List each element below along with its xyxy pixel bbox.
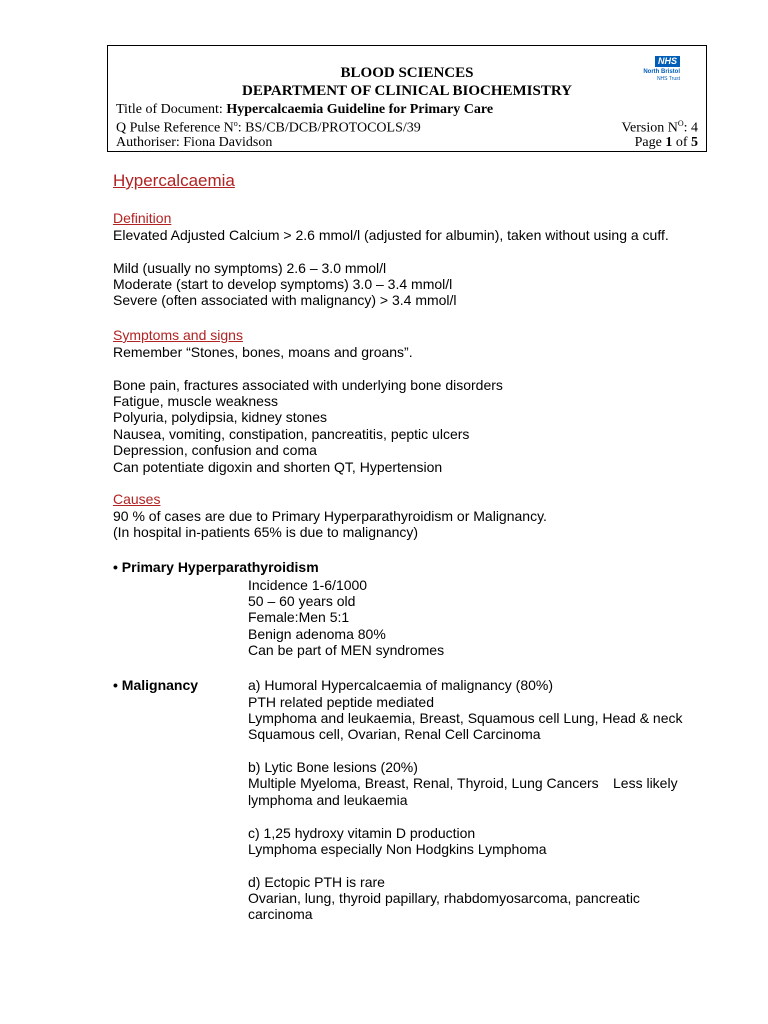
- malignancy-b-title: b) Lytic Bone lesions (20%): [248, 759, 418, 775]
- malignancy-b-line: lymphoma and leukaemia: [248, 792, 408, 808]
- php-item: Benign adenoma 80%: [248, 626, 386, 642]
- header-title-label: Title of Document:: [116, 102, 227, 117]
- malignancy-c-line: Lymphoma especially Non Hodgkins Lymphoma: [248, 841, 547, 857]
- page-label: Page: [634, 135, 666, 150]
- header-reference-row: [116, 119, 698, 137]
- header-page-number: [635, 135, 698, 151]
- causes-heading: Causes: [113, 491, 161, 507]
- symptom-item: Polyuria, polydipsia, kidney stones: [113, 409, 328, 425]
- header-department-group: BLOOD SCIENCES: [340, 65, 474, 81]
- header-title: [116, 102, 493, 118]
- malignancy-d-title: d) Ectopic PTH is rare: [248, 874, 385, 890]
- nhs-logo-badge: NHS: [655, 56, 680, 67]
- symptom-item: Bone pain, fractures associated with underlying bone disorders: [113, 377, 503, 393]
- page-total: 5: [691, 135, 698, 150]
- symptom-item: Can potentiate digoxin and shorten QT, Hypertension: [113, 459, 443, 475]
- version-sup: O: [677, 119, 684, 128]
- header-author-row: [116, 135, 698, 151]
- malignancy-a-line: Squamous cell, Ovarian, Renal Cell Carcinoma: [248, 726, 541, 742]
- nhs-logo-line2: NHS Trust: [656, 76, 680, 82]
- severity-moderate: Moderate (start to develop symptoms) 3.0 – 3.4 mmol/l: [113, 276, 453, 292]
- symptom-item: Nausea, vomiting, constipation, pancreatitis, peptic ulcers: [113, 426, 470, 442]
- header-title-value: Hypercalcaemia Guideline for Primary Care: [226, 102, 494, 117]
- php-item: Female:Men 5:1: [248, 609, 350, 625]
- symptoms-heading: Symptoms and signs: [113, 327, 243, 343]
- malignancy-a-line: PTH related peptide mediated: [248, 694, 434, 710]
- malignancy-b-line: Multiple Myeloma, Breast, Renal, Thyroid, Lung Cancers: [248, 775, 599, 791]
- malignancy-d-line: carcinoma: [248, 906, 313, 922]
- php-item: Can be part of MEN syndromes: [248, 642, 445, 658]
- symptom-item: Fatigue, muscle weakness: [113, 393, 278, 409]
- header-authoriser: Authoriser: Fiona Davidson: [116, 135, 273, 150]
- version-label: Version N: [621, 120, 678, 136]
- malignancy-d-line: Ovarian, lung, thyroid papillary, rhabdomyosarcoma, pancreatic: [248, 890, 640, 906]
- document-header: [107, 45, 707, 152]
- header-department: DEPARTMENT OF CLINICAL BIOCHEMISTRY: [242, 83, 572, 99]
- symptoms-intro: Remember “Stones, bones, moans and groans”.: [113, 344, 413, 360]
- qpulse-value: : BS/CB/DCB/PROTOCOLS/39: [237, 120, 421, 136]
- definition-text: Elevated Adjusted Calcium > 2.6 mmol/l (adjusted for albumin), taken without using a cuff.: [113, 227, 669, 243]
- php-heading: • Primary Hyperparathyroidism: [113, 559, 319, 575]
- malignancy-a-line: Lymphoma and leukaemia, Breast, Squamous cell Lung, Head & neck: [248, 710, 683, 726]
- causes-text-2: (In hospital in-patients 65% is due to malignancy): [113, 524, 419, 540]
- header-qpulse: [116, 119, 421, 137]
- nhs-logo-line1: North Bristol: [643, 69, 680, 75]
- symptom-item: Depression, confusion and coma: [113, 442, 317, 458]
- malignancy-b-less-likely: Less likely: [613, 775, 678, 791]
- page-of: of: [672, 135, 691, 150]
- definition-heading: Definition: [113, 210, 172, 226]
- php-item: Incidence 1-6/1000: [248, 577, 368, 593]
- qpulse-label: Q Pulse Reference N: [116, 120, 234, 136]
- malignancy-c-title: c) 1,25 hydroxy vitamin D production: [248, 825, 476, 841]
- document-title: Hypercalcaemia: [113, 171, 235, 190]
- php-item: 50 – 60 years old: [248, 593, 356, 609]
- header-version: [621, 119, 698, 137]
- malignancy-a-title: a) Humoral Hypercalcaemia of malignancy (80%): [248, 677, 554, 693]
- severity-severe: Severe (often associated with malignancy) > 3.4 mmol/l: [113, 292, 457, 308]
- causes-text-1: 90 % of cases are due to Primary Hyperparathyroidism or Malignancy.: [113, 508, 547, 524]
- severity-mild: Mild (usually no symptoms) 2.6 – 3.0 mmol/l: [113, 260, 387, 276]
- version-value: : 4: [683, 120, 698, 136]
- header-title-row: [116, 102, 698, 118]
- page-current: 1: [665, 135, 673, 150]
- malignancy-heading: • Malignancy: [113, 677, 199, 693]
- qpulse-sup: o: [233, 119, 238, 128]
